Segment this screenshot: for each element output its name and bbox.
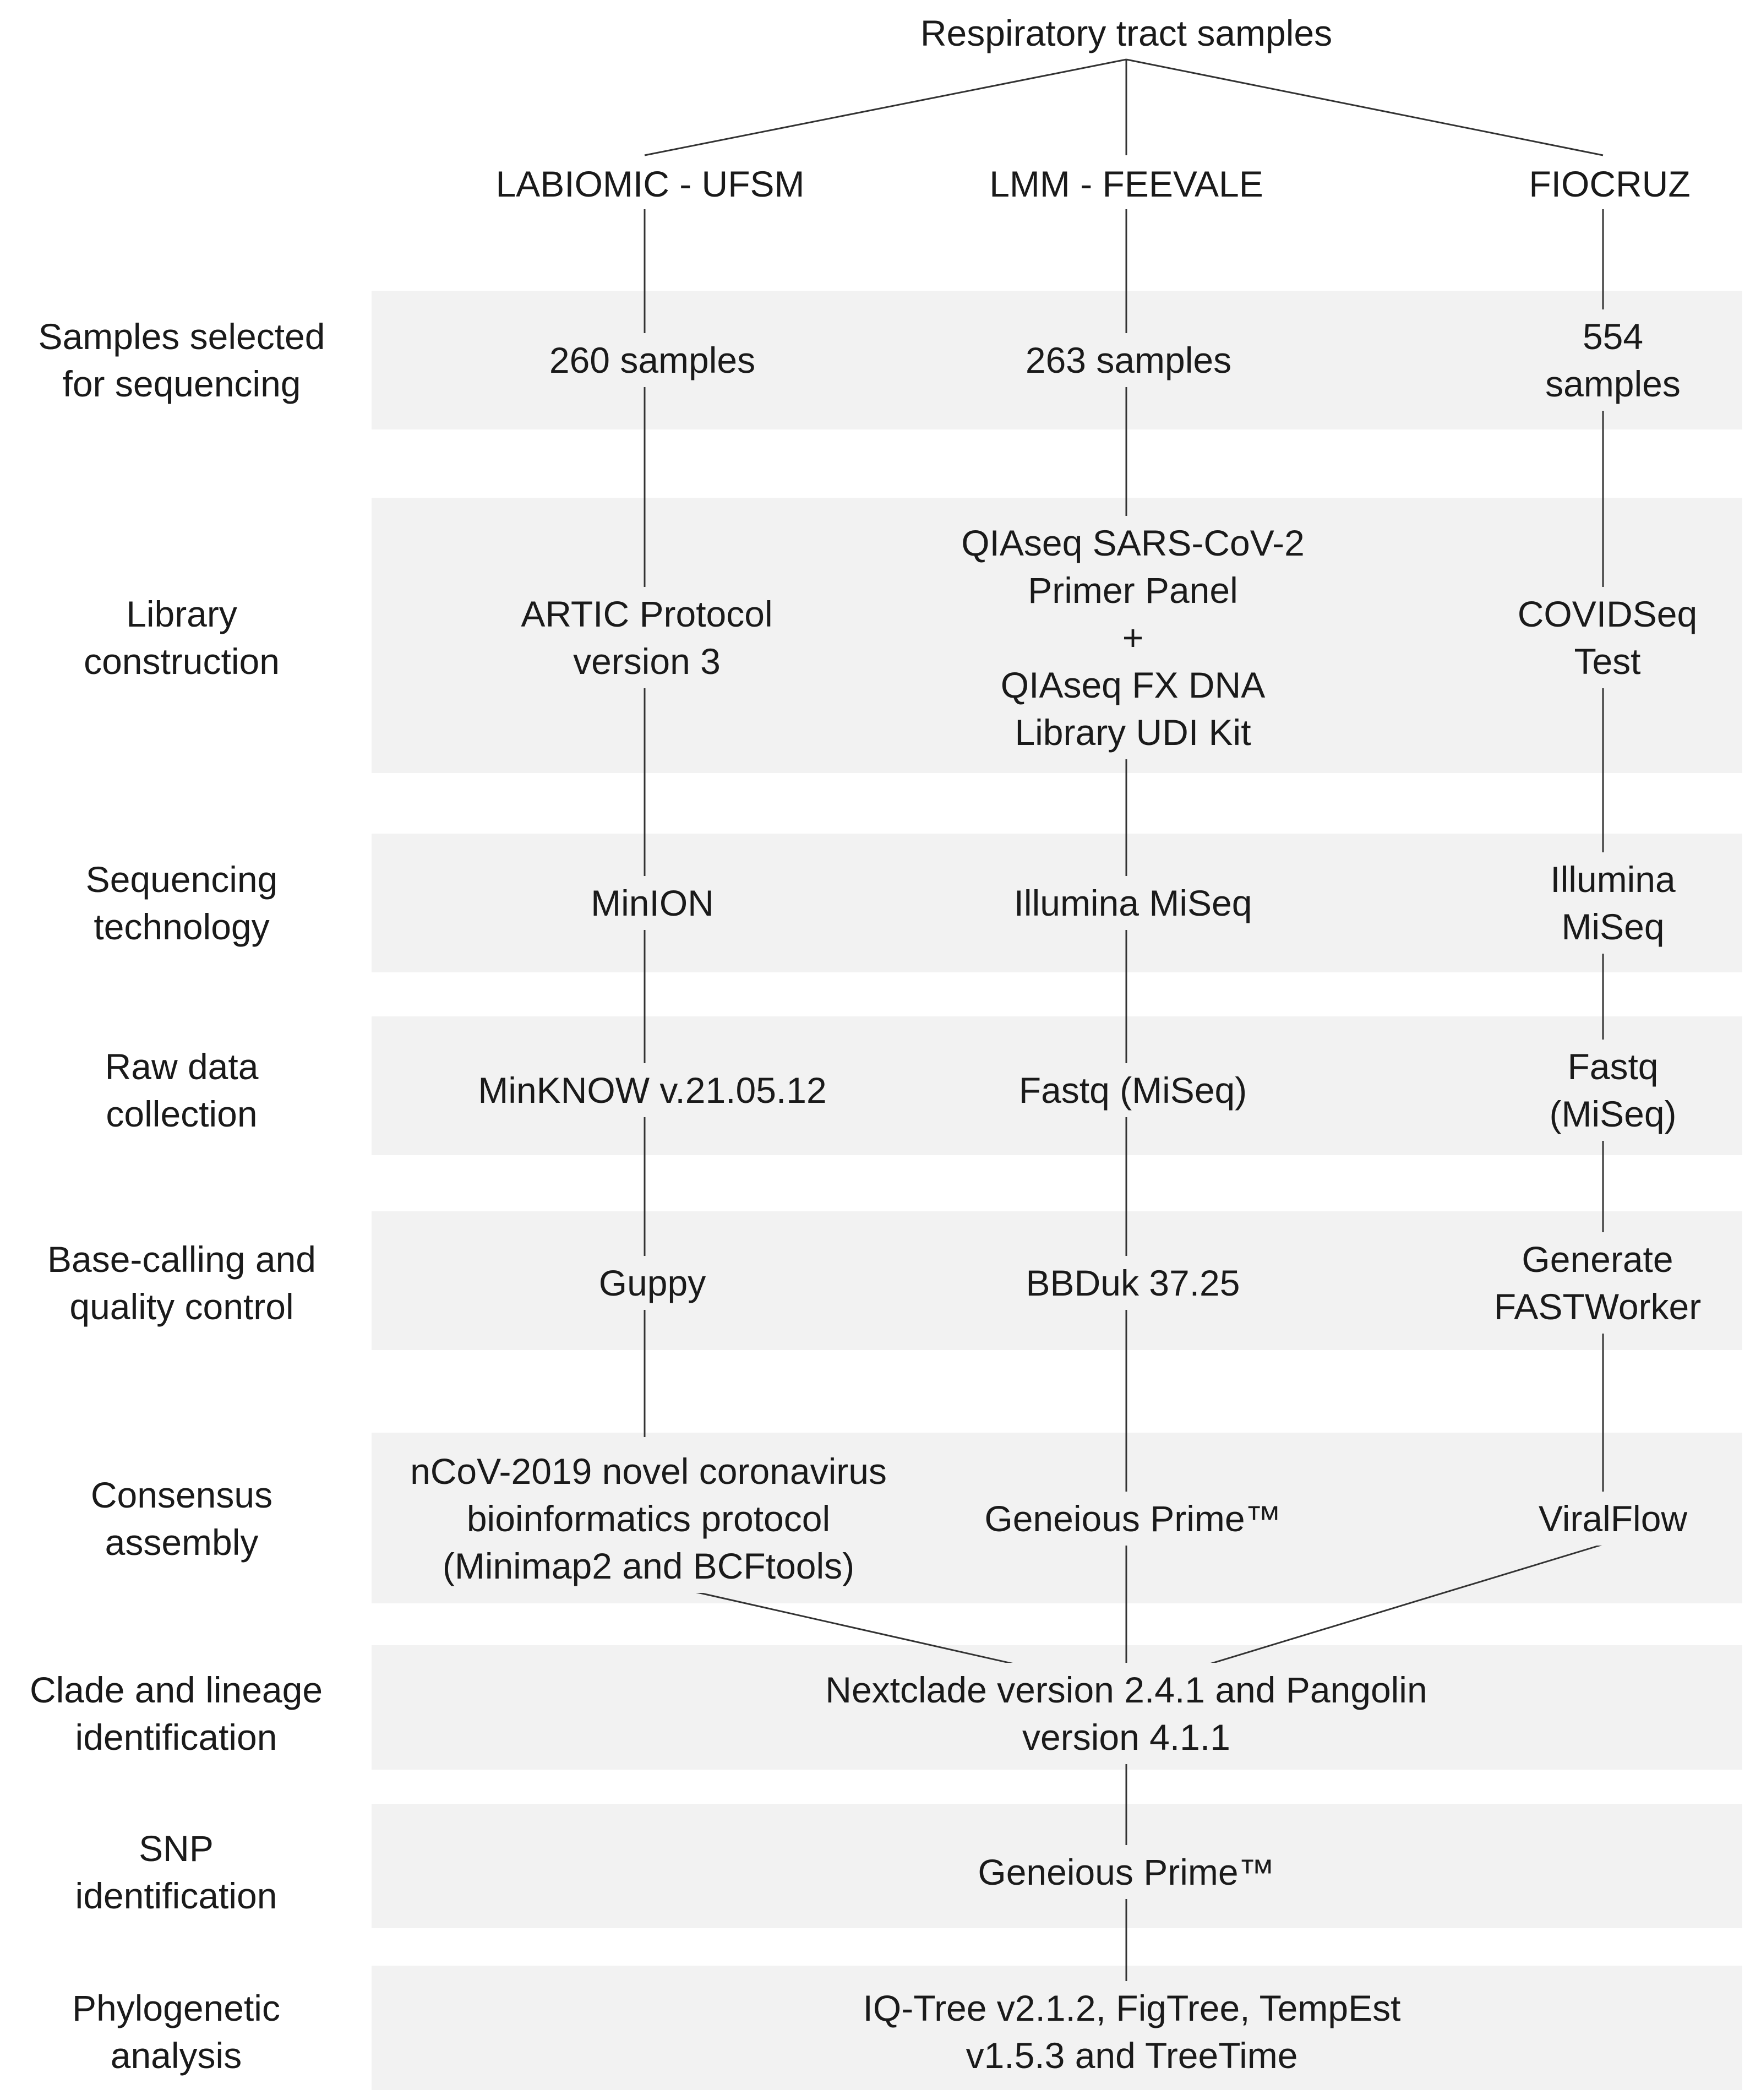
cell-fiocruz-consensus: ViralFlow: [1530, 1492, 1696, 1546]
lab-label-fiocruz: FIOCRUZ: [1519, 160, 1700, 208]
cell-labiomic-base-calling: Guppy: [590, 1256, 715, 1310]
lab-label-labiomic: LABIOMIC - UFSM: [486, 160, 814, 208]
branch-left: [645, 59, 1126, 155]
lab-label-feevale: LMM - FEEVALE: [979, 160, 1273, 208]
cell-labiomic-library: ARTIC Protocol version 3: [512, 587, 781, 688]
cell-labiomic-raw-data: MinKNOW v.21.05.12: [469, 1063, 835, 1117]
cell-labiomic-samples: 260 samples: [541, 333, 764, 387]
cell-feevale-consensus: Geneious Prime™: [975, 1492, 1290, 1546]
branch-right: [1126, 59, 1603, 155]
cell-fiocruz-raw-data: Fastq (MiSeq): [1539, 1040, 1687, 1141]
row-label-snp: SNP identification: [75, 1828, 277, 1916]
cell-fiocruz-base-calling: Generate FASTWorker: [1485, 1232, 1710, 1334]
row-label-library: Library construction: [84, 594, 280, 682]
row-label-phylogenetic: Phylogenetic analysis: [72, 1988, 280, 2076]
cell-feevale-raw-data: Fastq (MiSeq): [1010, 1063, 1256, 1117]
cell-clade-lineage: Nextclade version 2.4.1 and Pangolin version 4.1.1: [809, 1663, 1444, 1764]
cell-feevale-sequencing: Illumina MiSeq: [1005, 876, 1261, 930]
cell-feevale-samples: 263 samples: [1017, 333, 1240, 387]
cell-feevale-base-calling: BBDuk 37.25: [1017, 1256, 1249, 1310]
row-label-samples: Samples selected for sequencing: [38, 316, 325, 404]
row-label-consensus: Consensus assembly: [90, 1475, 273, 1563]
row-label-base-calling: Base-calling and quality control: [47, 1239, 316, 1327]
row-label-clade: Clade and lineage identification: [29, 1669, 323, 1758]
cell-labiomic-consensus: nCoV-2019 novel coronavirus bioinformatics protocol (Minimap2 and BCFtools): [401, 1444, 896, 1593]
row-label-sequencing: Sequencing technology: [85, 859, 278, 947]
cell-snp: Geneious Prime™: [969, 1845, 1283, 1899]
cell-fiocruz-library: COVIDSeq Test: [1509, 587, 1706, 688]
cell-fiocruz-sequencing: Illumina MiSeq: [1539, 852, 1687, 954]
root-label: Respiratory tract samples: [911, 9, 1342, 57]
cell-fiocruz-samples: 554 samples: [1536, 309, 1689, 411]
cell-phylogenetic: IQ-Tree v2.1.2, FigTree, TempEst v1.5.3 and TreeTime: [817, 1981, 1447, 2082]
row-label-raw-data: Raw data collection: [105, 1046, 259, 1134]
cell-feevale-library: QIAseq SARS-CoV-2 Primer Panel + QIAseq FX DNA Library UDI Kit: [952, 516, 1313, 759]
cell-labiomic-sequencing: MinION: [582, 876, 723, 930]
